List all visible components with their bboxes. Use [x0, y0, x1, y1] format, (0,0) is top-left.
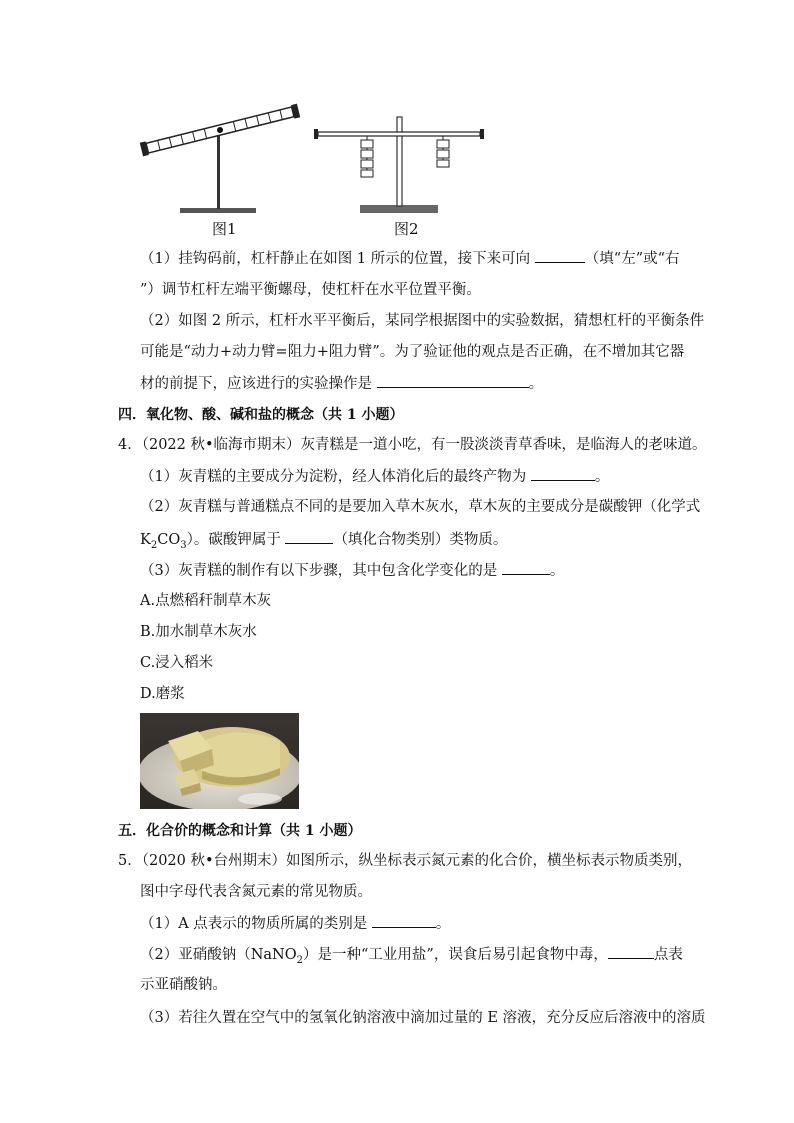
section-5-title: 五．化合价的概念和计算（共 1 小题）	[118, 823, 362, 839]
answer-blank[interactable]	[285, 529, 333, 544]
q5-part2-line2: 示亚硝酸钠。	[140, 977, 227, 993]
answer-blank[interactable]	[535, 248, 585, 263]
q4-option-d[interactable]: D.磨浆	[140, 686, 185, 702]
q4-option-c[interactable]: C.浸入稻米	[140, 655, 214, 671]
answer-blank[interactable]	[502, 560, 550, 575]
answer-blank[interactable]	[531, 466, 595, 481]
answer-blank[interactable]	[372, 913, 436, 928]
q4-part1: （1）灰青糕的主要成分为淀粉，经人体消化后的最终产物为 。	[140, 466, 609, 487]
q4-option-b[interactable]: B.加水制草木灰水	[140, 624, 257, 640]
q4-part2-line2: $K_2CO_3$）。碳酸钾属于 （填化合物类别）类物质。	[140, 529, 507, 556]
answer-blank[interactable]	[608, 944, 654, 959]
section-4-title: 四．氧化物、酸、碱和盐的概念（共 1 小题）	[118, 407, 404, 423]
q5-part2-line1: （2）亚硝酸钠（NaNO$_2$）是一种“工业用盐”，误食后易引起食物中毒， 点表	[140, 944, 683, 971]
q4-option-a[interactable]: A.点燃稻秆制草木灰	[140, 593, 272, 609]
answer-blank[interactable]	[377, 373, 529, 388]
q5-stem-line2: 图中字母代表含氮元素的常见物质。	[140, 884, 372, 900]
q3-part2-line1: （2）如图 2 所示，杠杆水平平衡后，某同学根据图中的实验数据，猜想杠杆的平衡条件	[140, 313, 705, 329]
q4-stem: 4．（2022 秋•临海市期末）灰青糕是一道小吃，有一股淡淡青草香味，是临海人的老味道。	[118, 437, 707, 453]
q5-part1: （1）A 点表示的物质所属的类别是 。	[140, 913, 450, 934]
q5-part3: （3）若往久置在空气中的氢氧化钠溶液中滴加过量的 E 溶液，充分反应后溶液中的溶质	[140, 1010, 706, 1026]
rice-cake-photo	[140, 713, 299, 809]
lever-figure-2	[310, 112, 490, 217]
q5-stem-line1: 5．（2020 秋•台州期末）如图所示，纵坐标表示氮元素的化合价，横坐标表示物质类别，	[118, 853, 693, 869]
q3-part1-line1: （1）挂钩码前，杠杆静止在如图 1 所示的位置，接下来可向 （填“左”或“右	[140, 248, 680, 269]
q3-part2-line3: 材的前提下，应该进行的实验操作是 。	[140, 373, 543, 394]
q3-part1-line2: ”）调节杠杆左端平衡螺母，使杠杆在水平位置平衡。	[140, 282, 481, 298]
q4-part3: （3）灰青糕的制作有以下步骤，其中包含化学变化的是 。	[140, 560, 564, 581]
figure-1-caption: 图1	[212, 220, 237, 238]
lever-figure-1	[135, 95, 305, 220]
q3-part2-line2: 可能是“动力+动力臂=阻力+阻力臂”。为了验证他的观点是否正确，在不增加其它器	[140, 344, 685, 360]
q4-part2-line1: （2）灰青糕与普通糕点不同的是要加入草木灰水，草木灰的主要成分是碳酸钾（化学式	[140, 499, 701, 515]
figure-2-caption: 图2	[394, 220, 419, 238]
